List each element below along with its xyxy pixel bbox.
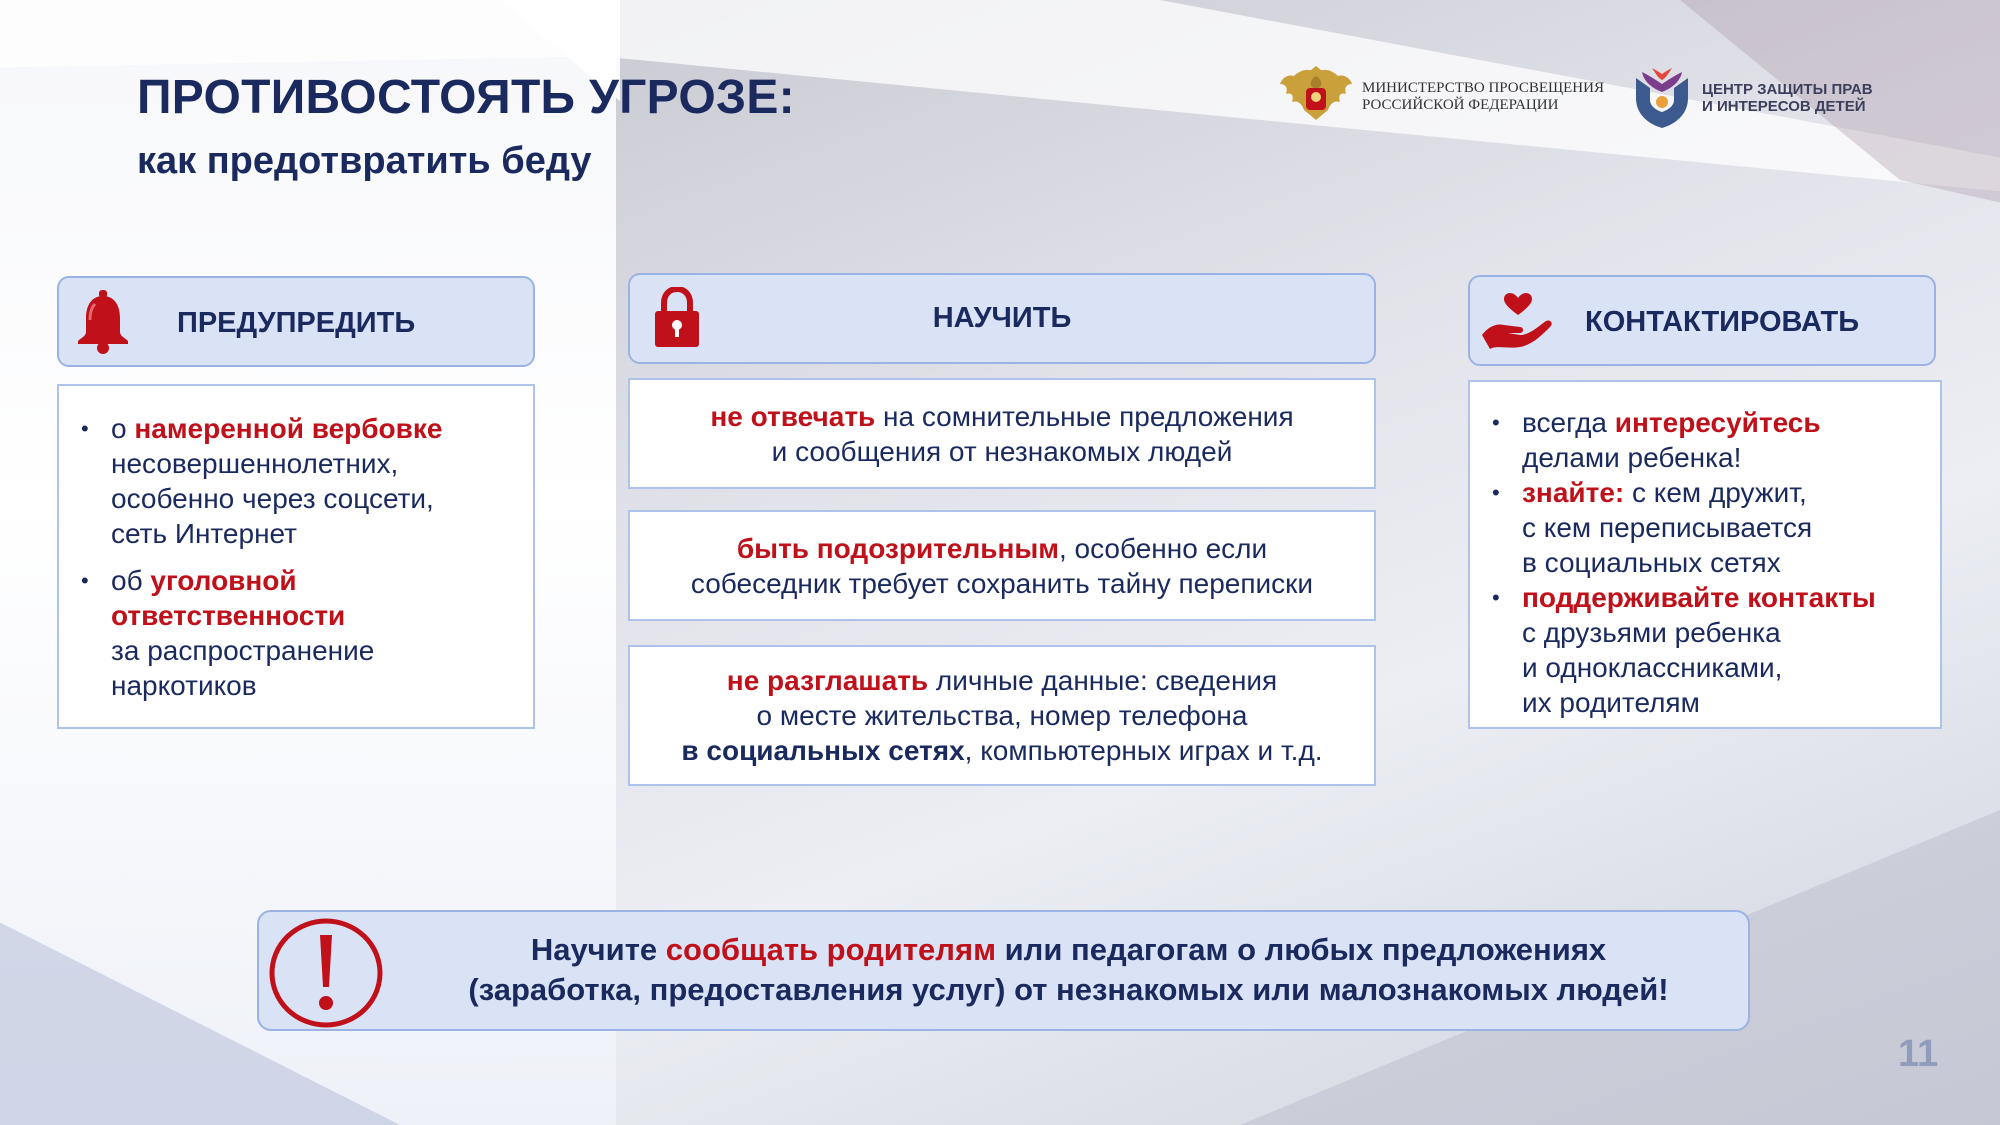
contact-content-box	[1468, 380, 1942, 729]
contact-list	[1492, 405, 1932, 720]
list-item: • об уголовной ответственности за распространение наркотиков	[81, 563, 521, 703]
ministry-logo: МИНИСТЕРСТВО ПРОСВЕЩЕНИЯ РОССИЙСКОЙ ФЕДЕРАЦИИ	[1278, 66, 1604, 128]
contact-header	[1468, 275, 1936, 366]
list-item: • поддерживайте контакты с друзьями ребенка и одноклассниками, их родителям	[1492, 580, 1932, 720]
slide-subtitle: как предотвратить беду	[137, 140, 592, 182]
list-item: • о намеренной вербовке несовершеннолетних, особенно через соцсети, сеть Интернет	[81, 411, 521, 551]
teach-card-3: не разглашать личные данные: сведения о месте жительства, номер телефона в социальных сетях, компьютерных играх и т.д.	[628, 645, 1376, 786]
warn-header	[57, 276, 535, 367]
teach-card-2: быть подозрительным, особенно если собеседник требует сохранить тайну переписки	[628, 510, 1376, 621]
call-to-action-banner	[257, 910, 1750, 1031]
contact-header-label: КОНТАКТИРОВАТЬ	[1585, 306, 1860, 338]
warn-header-label: ПРЕДУПРЕДИТЬ	[177, 307, 416, 339]
lock-icon	[654, 287, 700, 349]
eagle-emblem-icon	[1278, 66, 1354, 128]
teach-card-1: не отвечать на сомнительные предложения и сообщения от незнакомых людей	[628, 378, 1376, 489]
banner-text: Научите сообщать родителям или педагогам о любых предложениях (заработка, предоставления услуг) от незнакомых или малознакомых людей!	[468, 932, 1669, 1007]
warn-list	[81, 411, 521, 703]
center-emblem-icon	[1630, 66, 1694, 130]
bell-icon	[73, 290, 133, 354]
teach-header	[628, 273, 1376, 364]
exclamation-icon	[268, 917, 384, 1029]
teach-header-label: НАУЧИТЬ	[932, 302, 1072, 334]
list-item: • знайте: с кем дружит, с кем переписывается в социальных сетях	[1492, 475, 1932, 580]
list-item: • всегда интересуйтесь делами ребенка!	[1492, 405, 1932, 475]
page-number: 11	[1898, 1033, 1939, 1075]
slide-title: ПРОТИВОСТОЯТЬ УГРОЗЕ:	[137, 71, 795, 124]
heart-hand-icon	[1480, 293, 1554, 351]
children-rights-center-logo: ЦЕНТР ЗАЩИТЫ ПРАВ И ИНТЕРЕСОВ ДЕТЕЙ	[1630, 66, 1873, 130]
warn-content-box	[57, 384, 535, 729]
